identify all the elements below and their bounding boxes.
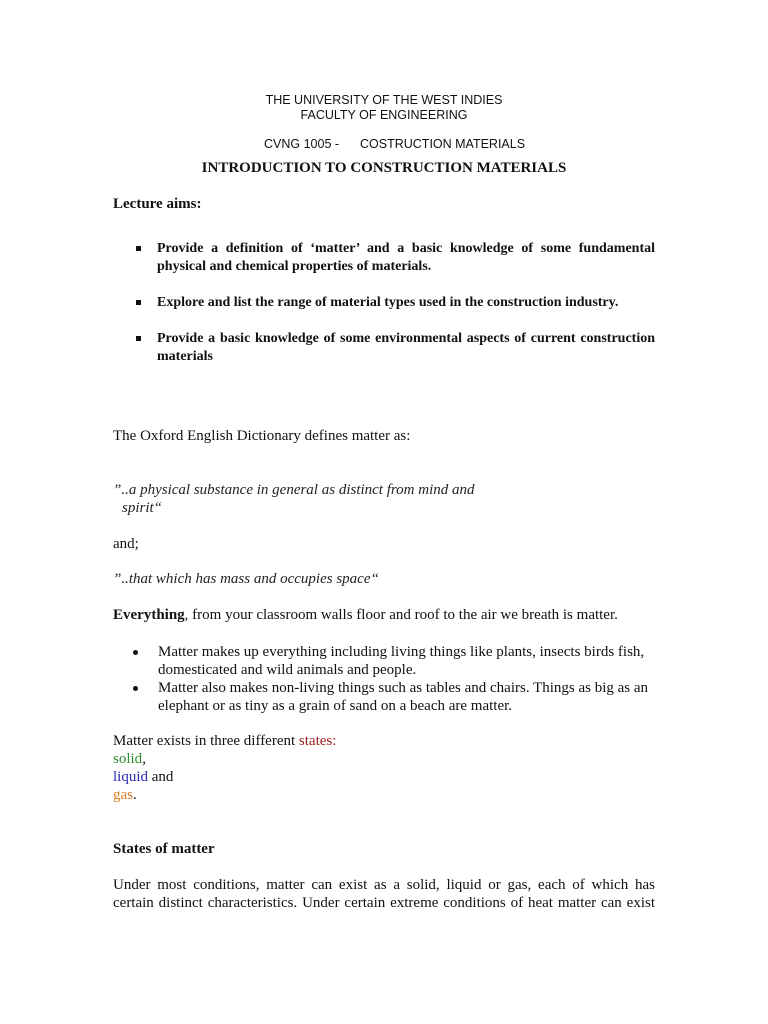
course-code: CVNG 1005 - <box>264 137 340 151</box>
state-liquid: liquid and <box>113 769 174 785</box>
course-name: COSTRUCTION MATERIALS <box>360 137 526 151</box>
everything-rest: , from your classroom walls floor and roof to the air we breath is matter. <box>184 607 618 623</box>
definition-quote-line-2: spirit“ <box>122 500 163 516</box>
matter-bullet-list <box>113 643 655 715</box>
states-paragraph <box>113 876 655 912</box>
states-paragraph-line-1: Under most conditions, matter can exist as a solid, liquid or gas, each of which has <box>113 877 655 893</box>
lecture-aims-list <box>113 240 655 366</box>
bullet-dot-icon <box>133 686 138 691</box>
everything-bold: Everything <box>113 607 185 623</box>
square-bullet-icon <box>136 300 141 305</box>
definition-quote-line-1: ”..a physical substance in general as distinct from mind and <box>113 482 475 498</box>
state-solid: solid, <box>113 751 146 767</box>
course-line <box>264 137 525 151</box>
states-of-matter-heading: States of matter <box>113 841 215 857</box>
definition-intro: The Oxford English Dictionary defines matter as: <box>113 428 411 444</box>
faculty-name: FACULTY OF ENGINEERING <box>300 108 468 122</box>
states-block <box>113 732 336 804</box>
square-bullet-icon <box>136 336 141 341</box>
states-word: states <box>298 733 333 749</box>
definition-quote-2: ”..that which has mass and occupies space“ <box>113 571 379 587</box>
lecture-aims-heading: Lecture aims: <box>113 196 202 212</box>
square-bullet-icon <box>136 246 141 251</box>
states-paragraph-line-2: certain distinct characteristics. Under certain extreme conditions of heat matter can exist <box>113 895 655 911</box>
lecture-aim-item: Provide a basic knowledge of some environmental aspects of current construction materials <box>113 330 655 366</box>
university-name: THE UNIVERSITY OF THE WEST INDIES <box>265 93 503 107</box>
state-gas: gas. <box>113 787 137 803</box>
matter-bullet-item: Matter makes up everything including living things like plants, insects birds fish, domesticated and wild animals and people. <box>113 643 655 679</box>
document-title: INTRODUCTION TO CONSTRUCTION MATERIALS <box>201 160 567 176</box>
bullet-dot-icon <box>133 650 138 655</box>
everything-sentence <box>113 606 655 624</box>
definition-connector: and; <box>113 536 139 552</box>
matter-bullet-item: Matter also makes non-living things such as tables and chairs. Things as big as an elephant or as tiny as a grain of sand on a beach are matter. <box>113 679 655 715</box>
lecture-aim-item: Explore and list the range of material types used in the construction industry. <box>113 294 655 312</box>
lecture-aim-item: Provide a definition of ‘matter’ and a basic knowledge of some fundamental physical and chemical properties of materials. <box>113 240 655 276</box>
states-intro-line: Matter exists in three different states: <box>113 733 337 749</box>
